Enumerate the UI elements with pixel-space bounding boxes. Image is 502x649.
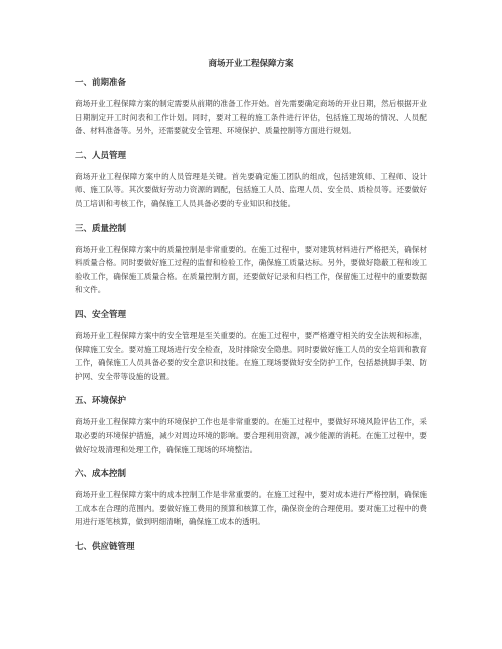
section-heading: 二、人员管理 bbox=[75, 150, 127, 161]
section-paragraph: 商场开业工程保障方案中的人员管理是关键。首先要确定施工团队的组成，包括建筑师、工程师、设计师、施工队等。其次要做好劳动力资源的调配，包括施工人员、监理人员、安全员、质检员等。还要做好员工培训和考核工作，确保施工人员具备必要的专业知识和技能。 bbox=[75, 171, 427, 208]
section-supply-chain bbox=[75, 541, 427, 553]
document-content bbox=[75, 77, 427, 565]
section-paragraph: 商场开业工程保障方案的制定需要从前期的准备工作开始。首先需要确定商场的开业日期，然后根据开业日期制定开工时间表和工作计划。同时，要对工程的施工条件进行评估，包括施工现场的情况、人员配备、材料准备等。另外，还需要就安全管理、环境保护、质量控制等方面进行规划。 bbox=[75, 99, 427, 136]
section-preparation bbox=[75, 77, 427, 138]
section-heading: 一、前期准备 bbox=[75, 78, 127, 88]
section-personnel bbox=[75, 150, 427, 211]
section-paragraph: 商场开业工程保障方案中的安全管理是至关重要的。在施工过程中，要严格遵守相关的安全法规和标准，保障施工安全。要对施工现场进行安全检查，及时排除安全隐患。同时要做好施工人员的安全培训和教育工作，确保施工人员具备必要的安全意识和技能。在施工现场要做好安全防护工作，包括悬挑脚手架、防护网、安全带等设施的设置。 bbox=[75, 330, 427, 381]
section-cost bbox=[75, 468, 427, 529]
section-environment bbox=[75, 395, 427, 456]
section-paragraph: 商场开业工程保障方案中的质量控制是非常重要的。在施工过程中，要对建筑材料进行严格把关，确保材料质量合格。同时要做好施工过程的监督和检验工作，确保施工质量达标。另外，要做好隐蔽工程和竣工验收工作，确保施工质量合格。在质量控制方面，还要做好记录和归档工作，保留施工过程中的重要数据和文件。 bbox=[75, 244, 427, 295]
section-quality bbox=[75, 223, 427, 297]
section-safety bbox=[75, 309, 427, 383]
section-heading: 六、成本控制 bbox=[75, 469, 127, 480]
section-heading: 七、供应链管理 bbox=[75, 541, 135, 552]
section-heading: 五、环境保护 bbox=[75, 396, 127, 407]
section-heading: 三、质量控制 bbox=[75, 223, 127, 234]
section-paragraph: 商场开业工程保障方案中的环境保护工作也是非常重要的。在施工过程中，要做好环境风险评估工作，采取必要的环境保护措施，减少对周边环境的影响。要合理利用资源，减少能源的消耗。在施工过程中，要做好垃圾清理和处理工作，确保施工现场的环境整洁。 bbox=[75, 417, 427, 454]
document-title: 商场开业工程保障方案 bbox=[208, 59, 294, 69]
section-paragraph: 商场开业工程保障方案中的成本控制工作是非常重要的。在施工过程中，要对成本进行严格控制，确保施工成本在合理的范围内。要做好施工费用的预算和核算工作，确保资金的合理使用。要对施工过程中的费用进行逐笔核算，做到明细清晰，确保施工成本的透明。 bbox=[75, 490, 427, 527]
section-heading: 四、安全管理 bbox=[75, 309, 127, 320]
